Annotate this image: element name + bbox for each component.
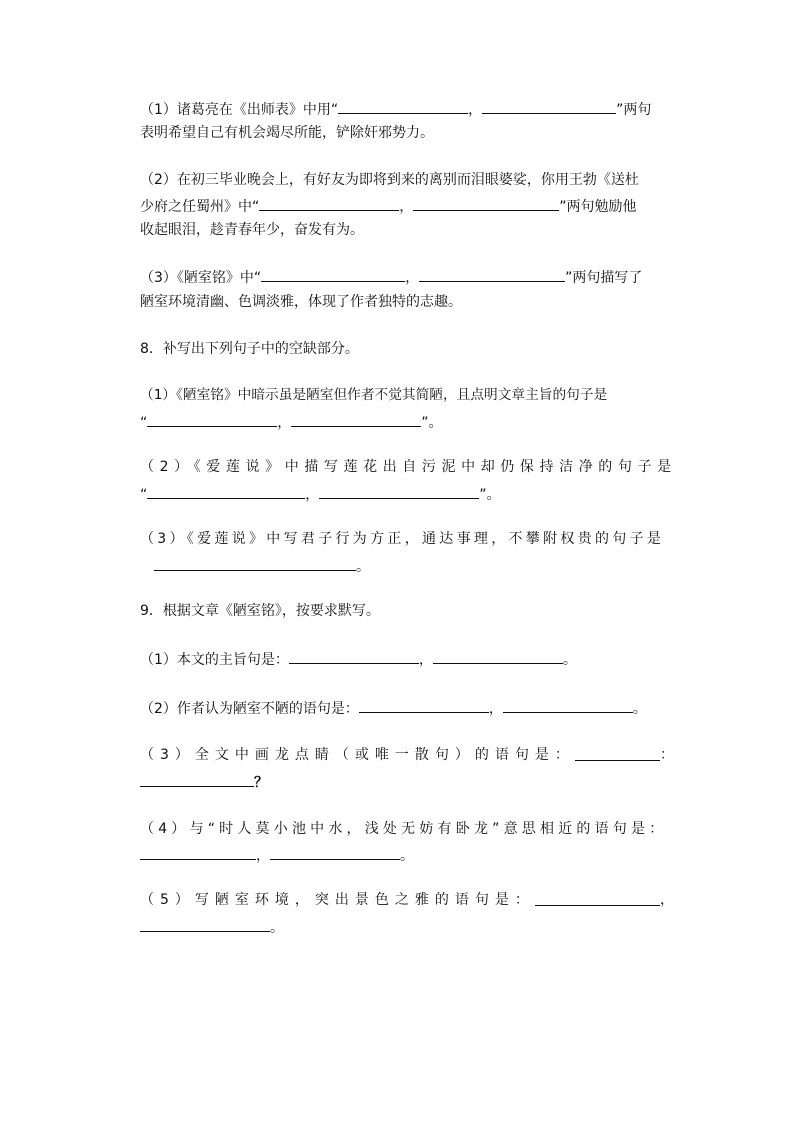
q8-item2-close: ”。	[479, 487, 501, 503]
q7-item3-blank2[interactable]	[419, 266, 565, 282]
q7-item2-blank2[interactable]	[413, 195, 559, 211]
q7-item3-line2: 陋室环境清幽、色调淡雅，体现了作者独特的志趣。	[140, 294, 462, 310]
q8-item1-open-quote: “	[140, 415, 148, 431]
q7-item2-blank1[interactable]	[259, 195, 399, 211]
q8-item2-line2	[140, 483, 674, 505]
q9-item2-blank1[interactable]	[359, 697, 489, 713]
q7-item2-suffix: ”两句勉励他	[559, 199, 637, 215]
q9-item4-sep: ，	[256, 848, 270, 864]
q9-item1-prompt: （1）本文的主旨句是：	[140, 652, 289, 668]
q8-item1-sep: ，	[277, 415, 292, 431]
q9-item2-prompt: （2）作者认为陋室不陋的语句是：	[140, 701, 359, 717]
q8-heading: 8．补写出下列句子中的空缺部分。	[140, 341, 359, 357]
q9-item2-sep: ，	[488, 701, 503, 717]
q9-item4-line2	[140, 844, 674, 866]
q7-item1-blank1[interactable]	[338, 98, 468, 114]
q9-item5-sep: ，	[660, 892, 674, 908]
q9-item5-prompt: （5）写陋室环境，突出景色之雅的语句是：	[140, 892, 535, 908]
q9-item5-blank2[interactable]	[140, 916, 270, 932]
q7-item1-sep: ，	[468, 102, 483, 118]
q9-item3-blank1[interactable]	[575, 745, 660, 761]
q9-item3-prompt: （3）全文中画龙点睛（或唯一散句）的语句是：	[140, 747, 575, 763]
q9-item2-close: 。	[632, 701, 647, 717]
q8-item2-blank2[interactable]	[319, 483, 479, 499]
q7-item3-prefix: （3）《陋室铭》中“	[140, 270, 262, 286]
q8-item2-open-quote: “	[140, 487, 148, 503]
q9-item1	[140, 648, 674, 670]
q7-item1-line2: 表明希望自己有机会竭尽所能，铲除奸邪势力。	[140, 125, 434, 141]
q9-item1-blank1[interactable]	[289, 648, 419, 664]
q7-item1-suffix: ”两句	[616, 102, 652, 118]
q7-item3-line1	[140, 266, 674, 288]
q9-item1-blank2[interactable]	[433, 648, 563, 664]
q9-item1-sep: ，	[418, 652, 433, 668]
q7-item2-line2	[140, 195, 674, 217]
q9-item5-blank1[interactable]	[535, 890, 660, 906]
q7-item2-line3: 收起眼泪，趁青春年少，奋发有为。	[140, 222, 364, 238]
q9-item3-blank2[interactable]	[140, 771, 254, 787]
q9-item2-blank2[interactable]	[503, 697, 633, 713]
q7-item3-suffix: ”两句描写了	[565, 270, 643, 286]
q7-item1-blank2[interactable]	[482, 98, 616, 114]
q7-item3-sep: ，	[405, 270, 420, 286]
q7-item3-blank1[interactable]	[261, 266, 405, 282]
q8-item3-line2	[154, 555, 688, 577]
q8-item3-close: 。	[356, 559, 370, 575]
q7-item2-line1: （2）在初三毕业晚会上，有好友为即将到来的离别而泪眼婆娑，你用王勃《送杜	[140, 172, 639, 188]
q8-item1-line1: （1）《陋室铭》中暗示虽是陋室但作者不觉其简陋，且点明文章主旨的句子是	[140, 387, 608, 403]
q9-item4-blank2[interactable]	[270, 844, 400, 860]
q9-item3-close: ？	[254, 775, 268, 791]
q9-item3-line1	[140, 745, 674, 765]
q9-item1-close: 。	[562, 652, 577, 668]
q9-item4-line1: （4）与“时人莫小池中水，浅处无妨有卧龙”意思相近的语句是：	[140, 821, 668, 837]
q9-heading: 9．根据文章《陋室铭》，按要求默写。	[140, 603, 380, 619]
q9-item2	[140, 697, 674, 719]
q9-item5-close: 。	[270, 920, 284, 936]
q9-item4-blank1[interactable]	[140, 844, 256, 860]
q8-item1-line2	[140, 411, 674, 433]
q8-item2-sep: ，	[305, 487, 320, 503]
q7-item1-prefix: （1）诸葛亮在《出师表》中用“	[140, 102, 339, 118]
q8-item2-blank1[interactable]	[147, 483, 305, 499]
q8-item1-blank1[interactable]	[147, 411, 277, 427]
q8-item3-blank[interactable]	[154, 555, 356, 571]
q9-item5-line2	[140, 916, 674, 938]
q8-item1-blank2[interactable]	[291, 411, 421, 427]
q7-item2-prefix: 少府之任蜀州》中“	[140, 199, 260, 215]
q9-item5-line1	[140, 890, 674, 910]
q8-item3-line1: （3）《爱莲说》中写君子行为方正，通达事理，不攀附权贵的句子是	[140, 531, 665, 547]
q9-item3-line2	[140, 771, 674, 793]
q7-item2-sep: ，	[399, 199, 414, 215]
q7-item1-line1	[140, 98, 674, 120]
q9-item3-colon: ：	[660, 747, 674, 763]
q9-item4-close: 。	[400, 848, 414, 864]
q8-item1-close: ”。	[421, 415, 443, 431]
q8-item2-line1: （2）《爱莲说》中描写莲花出自污泥中却仍保持洁净的句子是	[140, 459, 677, 475]
